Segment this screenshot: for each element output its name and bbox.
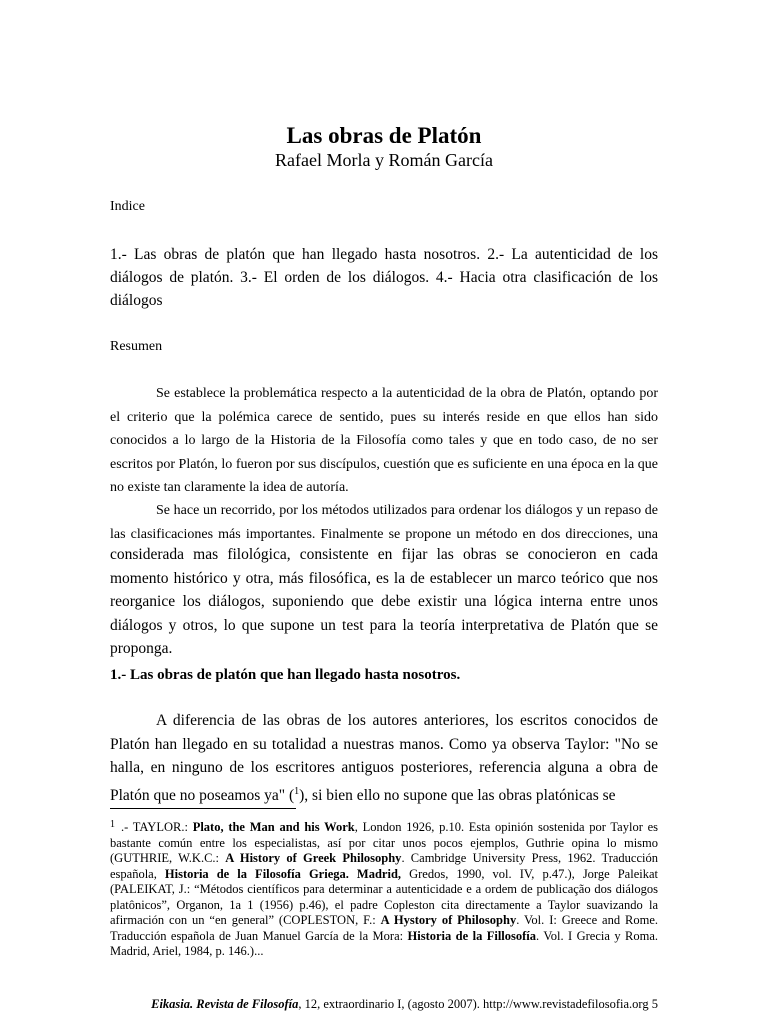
footnote-divider: [110, 808, 296, 809]
footnote-work-title: Plato, the Man and his Work: [192, 820, 355, 834]
section-paragraph: [110, 709, 658, 807]
document-authors: Rafael Morla y Román García: [275, 150, 493, 170]
section-heading: 1.- Las obras de platón que han llegado hasta nosotros.: [110, 667, 461, 683]
footnote-mark: 1: [110, 819, 115, 830]
document-title: Las obras de Platón: [286, 123, 482, 148]
footnote-work-title: Historia de la Fillosofía: [407, 928, 537, 943]
footer-journal: Eikasia. Revista de Filosofía: [151, 997, 299, 1011]
index-text: 1.- Las obras de platón que han llegado hasta nosotros. 2.- La autenticidad de los diálogos de platón. 3.- El orden de los diálogos. 4.- Hacia otra clasificación de los diálogos: [110, 246, 658, 309]
document-page: [110, 0, 658, 1024]
abstract-paragraph-2: Se hace un recorrido, por los métodos utilizados para ordenar los diálogos y un repaso de las clasificaciones más importantes. Finalmente se propone un método en dos direcciones, una: [110, 503, 658, 542]
abstract-paragraph-3: considerada mas filológica, consistente en fijar las obras se conocieron en cada momento histórico y otra, más filosófica, es la de establecer un marco teórico que nos reorganice los diálogos, suponiendo que debe existir una lógica interna entre unos diálogos y otros, lo que supone un test para la teoría interpretativa de Platón que se proponga.: [110, 546, 658, 657]
abstract-label: Resumen: [110, 339, 163, 354]
footnote-reference[interactable]: 1: [294, 785, 300, 797]
footnote-text: Gredos, 1990, vol. IV, p.47.), Jorge Paleikat (PALEIKAT, J.: “Métodos científicos para determinar a autenticidade e a ordem de publicação dos diálogos platônicos”, Organon, 1a 1 (1956) p.46), el padre Copleston cita directamente a Taylor suavizando la afirmación con un “en general” (COPLESTON, F.:: [110, 866, 658, 927]
index-label: Indice: [110, 199, 145, 214]
footnote-text: . Cambridge University Press, 1962. Traducción española,: [110, 851, 658, 881]
footnote: [110, 817, 658, 960]
footnote-text: . Vol. I: Greece and Rome. Traducción española de Juan Manuel García de la Mora:: [110, 913, 658, 943]
footnote-text: . Vol. I Grecia y Roma. Madrid, Ariel, 1984, p. 146.)...: [110, 928, 658, 958]
section-paragraph-text-b: ), si bien ello no supone que las obras platónicas se: [299, 786, 616, 804]
footnote-work-title: A Hystory of Philosophy: [380, 913, 517, 927]
footnote-work-title: Historia de la Filosofía Griega. Madrid,: [164, 866, 402, 881]
footnote-text: .- TAYLOR.:: [121, 820, 193, 834]
footnote-work-title: A History of Greek Philosophy: [225, 851, 402, 865]
footer-details: , 12, extraordinario I, (agosto 2007). http://www.revistadefilosofia.org 5: [298, 997, 658, 1011]
abstract-paragraph-1: Se establece la problemática respecto a la autenticidad de la obra de Platón, optando por el criterio que la polémica carece de sentido, pues su interés reside en que ellos han sido conocidos a lo largo de la Historia de la Filosofía como tales y que en todo caso, de no ser escritos por Platón, lo fueron por sus discípulos, cuestión que es suficiente en una época en la que no existe tan claramente la idea de autoría.: [110, 386, 658, 495]
section-paragraph-text-a: A diferencia de las obras de los autores anteriores, los escritos conocidos de Platón han llegado en su totalidad a nuestras manos. Como ya observa Taylor: "No se halla, en ninguno de los escritores antiguos posteriores, referencia alguna a obra de Platón que no poseamos ya" (: [110, 712, 658, 804]
footnote-text: , London 1926, p.10. Esta opinión sostenida por Taylor es bastante común entre los especialistas, así por citar unos pocos ejemplos, Guthrie opina lo mismo (GUTHRIE, W.K.C.:: [110, 820, 659, 865]
page-footer: [151, 996, 658, 1012]
